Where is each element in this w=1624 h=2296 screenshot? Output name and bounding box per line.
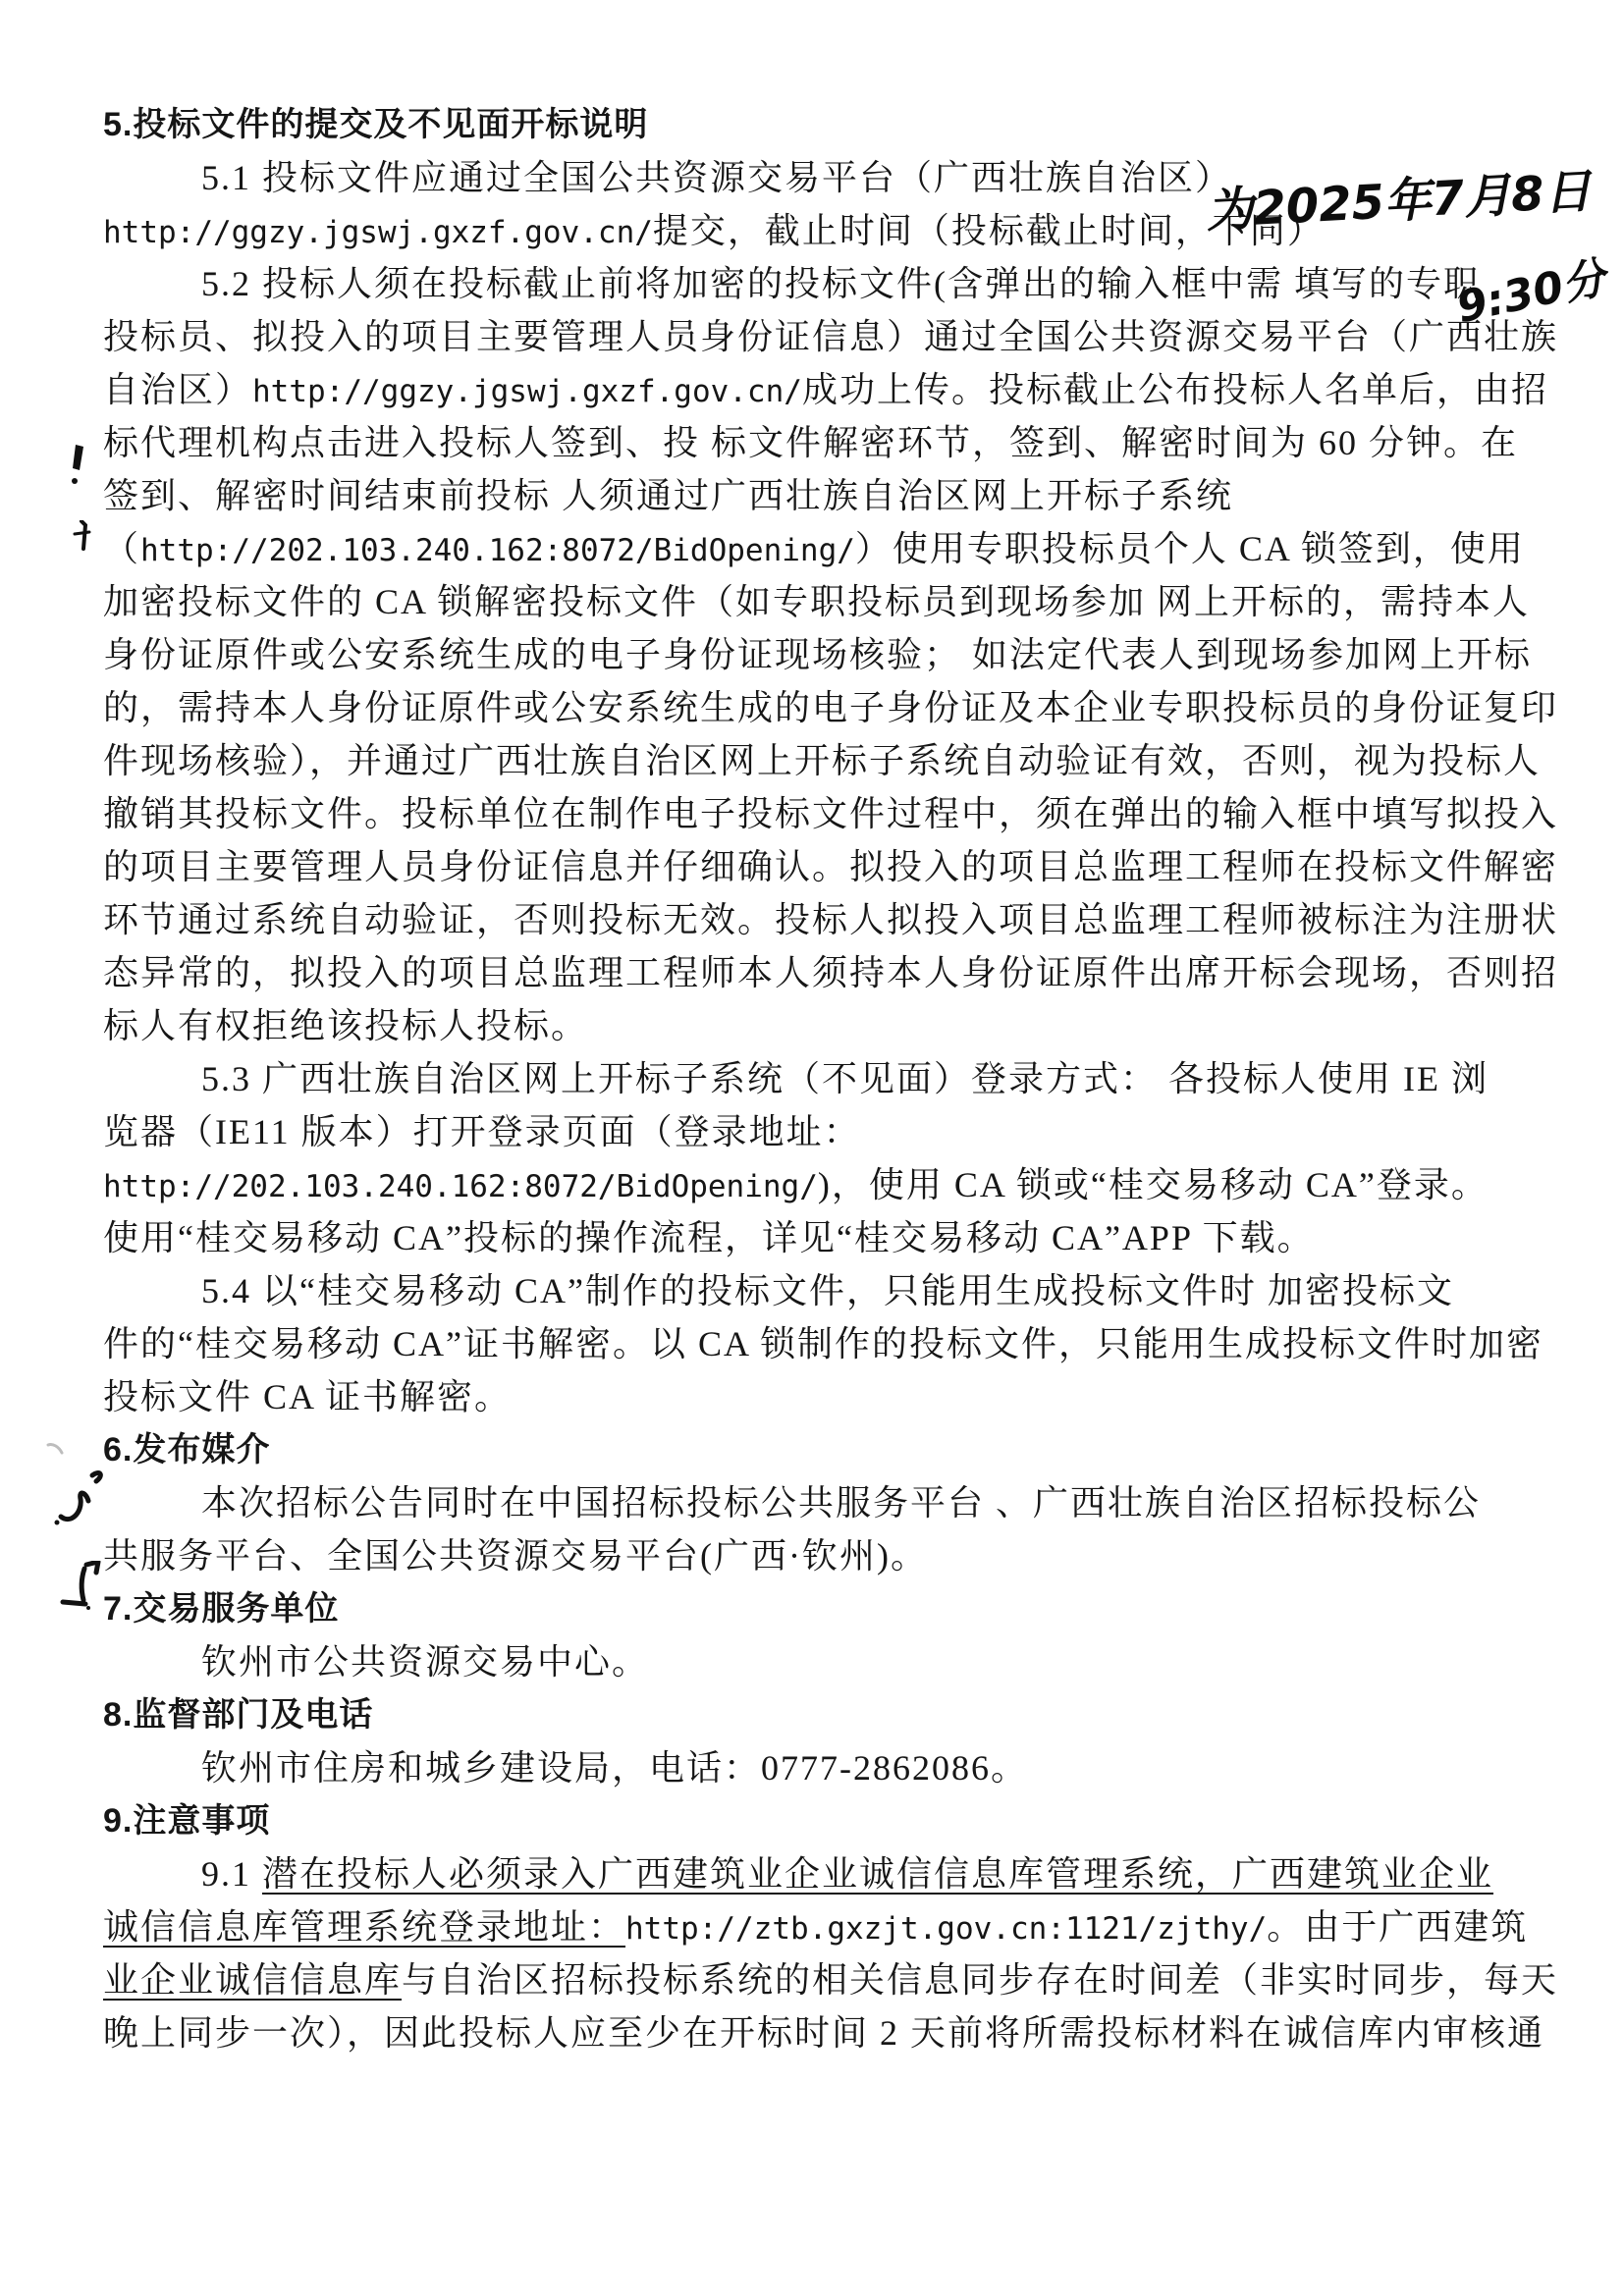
text-line <box>103 1635 1523 1688</box>
text-line <box>103 1264 1523 1317</box>
text-segment: 共服务平台、全国公共资源交易平台(广西·钦州)。 <box>103 1536 928 1575</box>
text-line <box>103 893 1559 946</box>
text-segment: 标人有权拒绝该投标人投标。 <box>103 1006 589 1045</box>
text-segment: 9.1 <box>201 1854 262 1894</box>
text-segment: 环节通过系统自动验证，否则投标无效。投标人拟投入项目总监理工程师被标注为注册状 <box>103 900 1559 939</box>
text-segment: 7.交易服务单位 <box>103 1590 340 1628</box>
text-line <box>103 1370 1523 1423</box>
text-segment: 6.发布媒介 <box>103 1431 271 1468</box>
text-line <box>103 1105 1523 1158</box>
url-text: http://202.103.240.162:8072/BidOpening/ <box>103 1169 818 1204</box>
text-line <box>103 1211 1523 1264</box>
ink-smudge-tick <box>71 520 92 557</box>
text-segment: 件的“桂交易移动 CA”证书解密。以 CA 锁制作的投标文件，只能用生成投标文件时加密 <box>103 1324 1543 1363</box>
text-segment: 5.1 投标文件应通过全国公共资源交易平台（广西壮族自治区） <box>201 158 1233 197</box>
text-segment: 钦州市住房和城乡建设局，电话：0777-2862086。 <box>201 1748 1028 1788</box>
text-segment: 加密投标文件的 CA 锁解密投标文件（如专职投标员到现场参加 网上开标的，需持本人 <box>103 582 1531 621</box>
text-segment: 投标文件 CA 证书解密。 <box>103 1377 513 1416</box>
text-line <box>103 257 1523 310</box>
text-segment: 自治区） <box>103 370 253 409</box>
text-line <box>103 469 1523 522</box>
url-text: http://ztb.gxzjt.gov.cn:1121/zjthy/ <box>625 1911 1268 1947</box>
text-line <box>103 1158 1523 1211</box>
ink-squiggle <box>51 1468 106 1533</box>
text-segment: 签到、解密时间结束前投标 人须通过广西壮族自治区网上开标子系统 <box>103 476 1234 515</box>
text-line <box>103 787 1559 840</box>
text-line <box>103 363 1548 416</box>
text-segment: 5.2 投标人须在投标截止前将加密的投标文件(含弹出的输入框中需 填写的专职 <box>201 264 1481 303</box>
text-segment: 与自治区招标投标系统的相关信息同步存在时间差（非实时同步，每天 <box>402 1960 1559 2000</box>
text-segment: 提交，截止时间（投标截止时间，下同） <box>652 211 1325 250</box>
text-segment: 5.3 广西壮族自治区网上开标子系统（不见面）登录方式： 各投标人使用 IE 浏 <box>201 1059 1489 1098</box>
text-segment: 件现场核验），并通过广西壮族自治区网上开标子系统自动验证有效，否则，视为投标人 <box>103 741 1542 780</box>
text-segment: 业企业诚信信息库 <box>103 1960 403 2000</box>
text-line <box>103 681 1559 734</box>
section-heading <box>103 98 1523 151</box>
text-line <box>103 734 1542 787</box>
url-text: http://ggzy.jgswj.gxzf.gov.cn/ <box>103 215 653 250</box>
text-line <box>103 840 1559 893</box>
ink-smudge-exclamation <box>69 444 88 494</box>
text-segment: 态异常的，拟投入的项目总监理工程师本人须持本人身份证原件出席开标会现场，否则招 <box>103 953 1559 992</box>
url-text: http://ggzy.jgswj.gxzf.gov.cn/ <box>252 374 802 409</box>
text-segment: 的项目主要管理人员身份证信息并仔细确认。拟投入的项目总监理工程师在投标文件解密 <box>103 847 1559 886</box>
handwritten-date-annotation: 为2025年7月8日 <box>1205 163 1593 240</box>
text-segment: （ <box>103 529 141 568</box>
text-line <box>103 2006 1545 2059</box>
text-segment: 使用“桂交易移动 CA”投标的操作流程，详见“桂交易移动 CA”APP 下载。 <box>103 1218 1315 1257</box>
text-segment: 5.4 以“桂交易移动 CA”制作的投标文件，只能用生成投标文件时 加密投标文 <box>201 1271 1454 1310</box>
text-segment: 的，需持本人身份证原件或公安系统生成的电子身份证及本企业专职投标员的身份证复印 <box>103 688 1559 727</box>
text-segment: )，使用 CA 锁或“桂交易移动 CA”登录。 <box>817 1165 1489 1204</box>
text-segment: 潜在投标人必须录入广西建筑业企业诚信信息库管理系统，广西建筑业企业 <box>262 1854 1494 1894</box>
url-text: http://202.103.240.162:8072/BidOpening/ <box>140 533 855 568</box>
text-line <box>103 310 1559 363</box>
text-segment: 5.投标文件的提交及不见面开标说明 <box>103 106 649 143</box>
text-segment: 标代理机构点击进入投标人签到、投 标文件解密环节，签到、解密时间为 60 分钟。在 <box>103 423 1519 462</box>
text-segment: 诚信信息库管理系统登录地址： <box>103 1907 626 1947</box>
text-segment: ）使用专职投标员个人 CA 锁签到，使用 <box>854 529 1525 568</box>
text-line <box>103 1847 1523 1900</box>
text-line <box>103 1900 1529 1953</box>
text-line <box>103 628 1533 681</box>
text-segment: 9.注意事项 <box>103 1802 271 1840</box>
text-line <box>103 1953 1559 2006</box>
text-line <box>103 999 1523 1052</box>
ink-speck-faint <box>45 1441 65 1462</box>
text-line <box>103 522 1523 575</box>
section-heading <box>103 1423 1523 1476</box>
text-line <box>103 1052 1523 1105</box>
ink-check-smudge <box>55 1561 108 1615</box>
text-line <box>103 416 1523 469</box>
text-segment: 晚上同步一次），因此投标人应至少在开标时间 2 天前将所需投标材料在诚信库内审核通 <box>103 2013 1545 2053</box>
text-line <box>103 575 1531 628</box>
text-segment: 钦州市公共资源交易中心。 <box>201 1642 650 1682</box>
section-heading <box>103 1794 1523 1847</box>
text-segment: 身份证原件或公安系统生成的电子身份证现场核验； 如法定代表人到现场参加网上开标 <box>103 635 1533 674</box>
text-line <box>103 1741 1523 1794</box>
text-line <box>103 1476 1523 1529</box>
text-segment: 投标员、拟投入的项目主要管理人员身份证信息）通过全国公共资源交易平台（广西壮族 <box>103 317 1559 356</box>
text-segment: 览器（IE11 版本）打开登录页面（登录地址： <box>103 1112 861 1151</box>
section-heading <box>103 1688 1523 1741</box>
text-segment: 撤销其投标文件。投标单位在制作电子投标文件过程中，须在弹出的输入框中填写拟投入 <box>103 794 1559 833</box>
handwritten-time-annotation: 9:30分 <box>1452 252 1611 334</box>
section-heading <box>103 1582 1523 1635</box>
text-line <box>103 946 1559 999</box>
text-segment: 本次招标公告同时在中国招标投标公共服务平台 、广西壮族自治区招标投标公 <box>201 1483 1482 1522</box>
text-line <box>103 1529 1523 1582</box>
text-segment: 成功上传。投标截止公布投标人名单后，由招 <box>801 370 1548 409</box>
text-line <box>103 1317 1543 1370</box>
text-segment: 。由于广西建筑 <box>1267 1907 1529 1947</box>
text-segment: 8.监督部门及电话 <box>103 1696 374 1734</box>
